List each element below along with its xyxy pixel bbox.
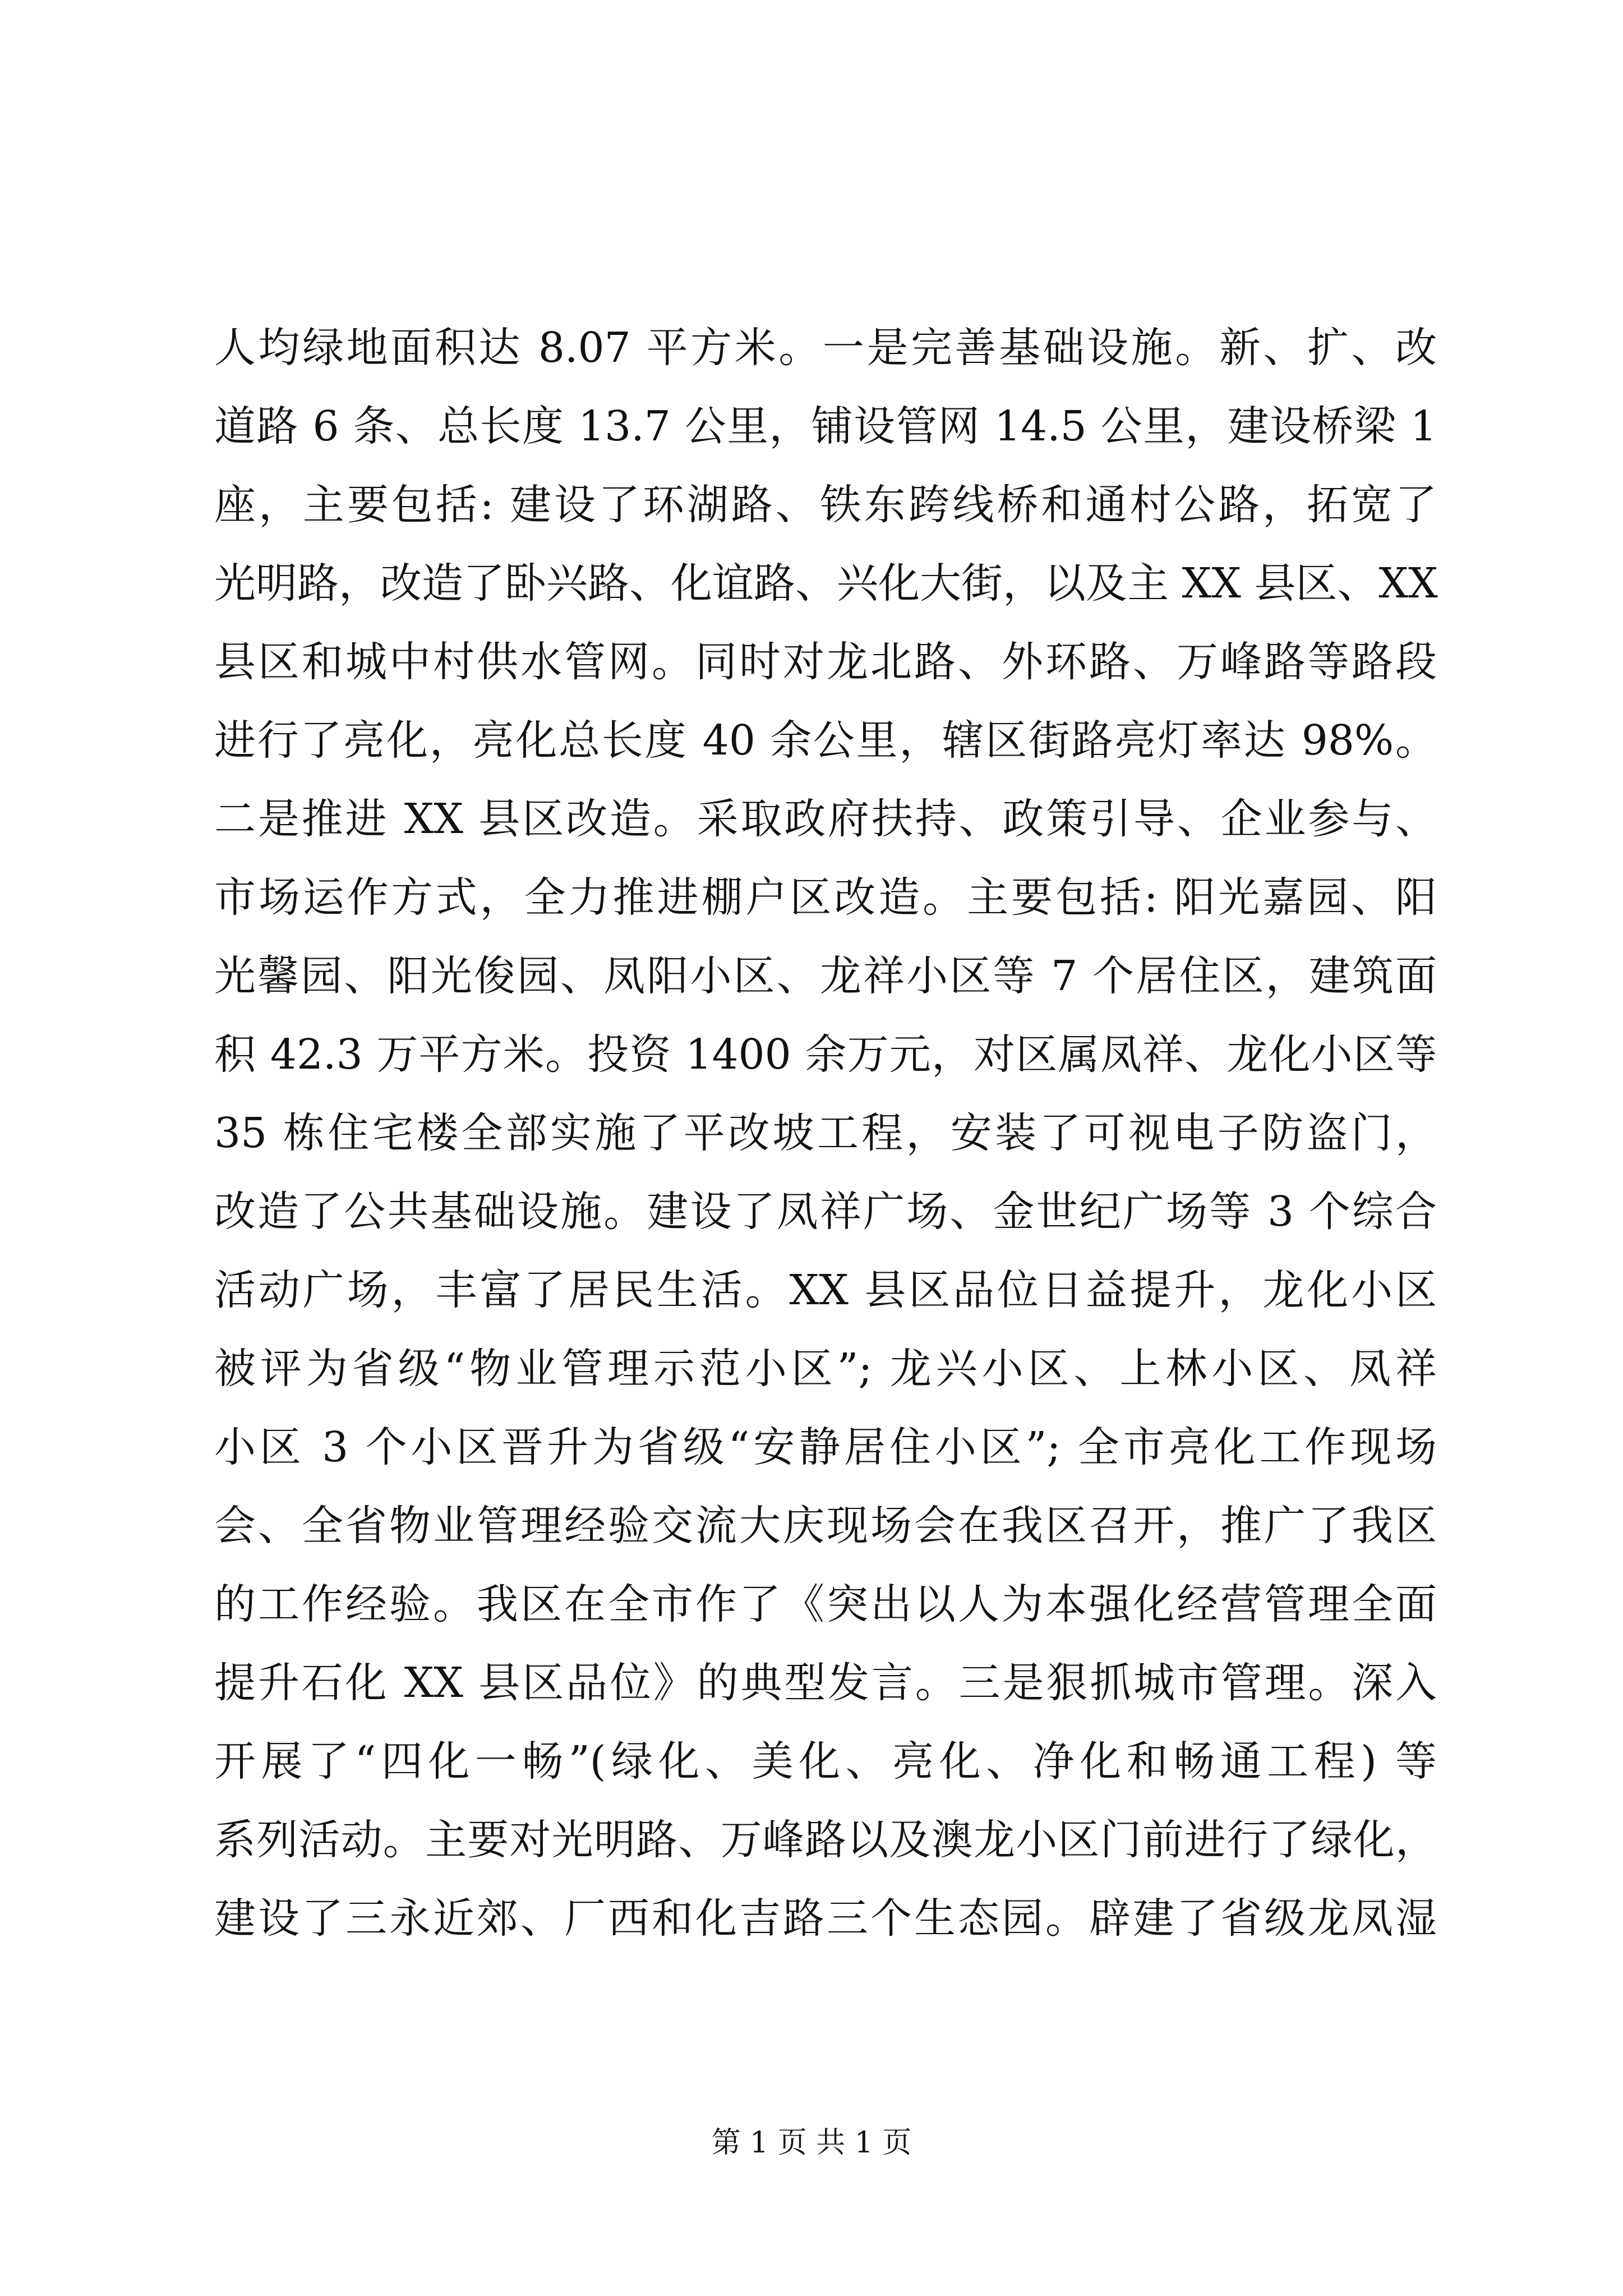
text-line: 活动广场，丰富了居民生活。XX 县区品位日益提升，龙化小区 — [214, 1266, 1437, 1314]
text-line: 县区和城中村供水管网。同时对龙北路、外环路、万峰路等路段 — [214, 638, 1437, 686]
text-line: 进行了亮化，亮化总长度 40 余公里，辖区街路亮灯率达 98%。 — [214, 716, 1437, 765]
text-line: 开展了“四化一畅”(绿化、美化、亮化、净化和畅通工程) 等 — [214, 1737, 1437, 1786]
body-text — [214, 309, 1437, 1958]
text-line: 积 42.3 万平方米。投资 1400 余万元，对区属凤祥、龙化小区等 — [214, 1030, 1437, 1079]
page-footer: 第 1 页 共 1 页 — [711, 2126, 912, 2160]
text-line: 提升石化 XX 县区品位》的典型发言。三是狠抓城市管理。深入 — [214, 1659, 1437, 1707]
text-line: 建设了三永近郊、厂西和化吉路三个生态园。辟建了省级龙凤湿 — [214, 1894, 1437, 1943]
text-line: 光明路，改造了卧兴路、化谊路、兴化大街，以及主 XX 县区、XX — [214, 559, 1438, 608]
text-line: 被评为省级“物业管理示范小区”; 龙兴小区、上林小区、凤祥 — [214, 1345, 1437, 1393]
text-line: 改造了公共基础设施。建设了凤祥广场、金世纪广场等 3 个综合 — [214, 1188, 1437, 1236]
text-line: 光馨园、阳光俊园、凤阳小区、龙祥小区等 7 个居住区，建筑面 — [214, 952, 1437, 1000]
text-line: 人均绿地面积达 8.07 平方米。一是完善基础设施。新、扩、改 — [214, 324, 1437, 372]
text-line: 的工作经验。我区在全市作了《突出以人为本强化经营管理全面 — [214, 1580, 1437, 1628]
text-line: 市场运作方式，全力推进棚户区改造。主要包括: 阳光嘉园、阳 — [214, 873, 1437, 922]
text-line: 二是推进 XX 县区改造。采取政府扶持、政策引导、企业参与、 — [214, 795, 1437, 843]
text-line: 系列活动。主要对光明路、万峰路以及澳龙小区门前进行了绿化， — [214, 1816, 1437, 1864]
text-line: 35 栋住宅楼全部实施了平改坡工程，安装了可视电子防盗门， — [214, 1109, 1437, 1157]
text-line: 小区 3 个小区晋升为省级“安静居住小区”; 全市亮化工作现场 — [214, 1423, 1437, 1471]
text-line: 座，主要包括: 建设了环湖路、铁东跨线桥和通村公路，拓宽了 — [214, 481, 1437, 529]
text-line: 道路 6 条、总长度 13.7 公里，铺设管网 14.5 公里，建设桥梁 1 — [214, 402, 1437, 450]
text-line: 会、全省物业管理经验交流大庆现场会在我区召开，推广了我区 — [214, 1502, 1437, 1550]
